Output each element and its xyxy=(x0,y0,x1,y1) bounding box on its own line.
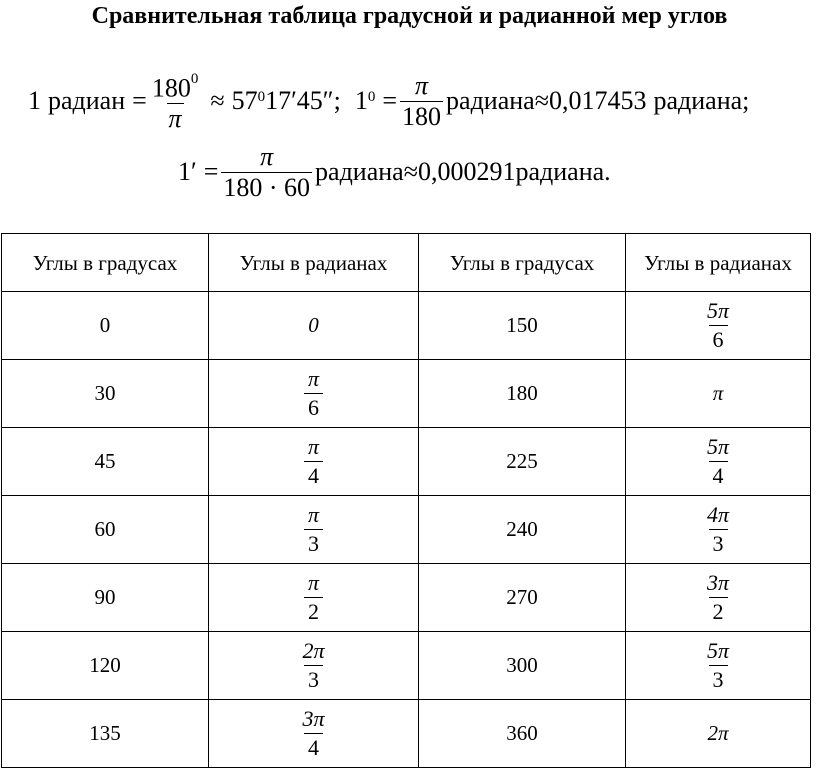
fraction-denominator: 2 xyxy=(709,597,728,626)
radian-fraction xyxy=(304,501,323,558)
fraction-numerator: 4π xyxy=(706,502,730,527)
degree-mark: 0 xyxy=(367,88,376,105)
radian-cell xyxy=(209,564,419,632)
radian-fraction xyxy=(703,297,733,354)
radian-fraction xyxy=(304,569,323,626)
fraction-numerator: 5π xyxy=(706,434,730,459)
header-degrees-2: Углы в градусах xyxy=(419,234,626,292)
degree-mark: 0 xyxy=(257,88,266,105)
degree-cell: 135 xyxy=(2,700,209,768)
degree-cell: 300 xyxy=(419,632,626,700)
header-radians-2: Углы в радианах xyxy=(626,234,811,292)
header-degrees-1: Углы в градусах xyxy=(2,234,209,292)
table-header-row xyxy=(2,234,811,292)
approx-sign: ≈ xyxy=(403,157,418,186)
radian-value: 2π xyxy=(707,721,729,745)
fraction-numerator: π xyxy=(307,502,320,527)
radiana-word: радиана. xyxy=(515,157,611,186)
degree-cell: 45 xyxy=(2,428,209,496)
radiana-word: радиана xyxy=(315,157,404,186)
fraction-numerator: 5π xyxy=(706,298,730,323)
degree-value: 57 xyxy=(231,86,258,115)
fraction-denominator: 6 xyxy=(709,325,728,354)
radian-cell xyxy=(626,360,811,428)
radian-fraction xyxy=(304,365,323,422)
degree-cell: 120 xyxy=(2,632,209,700)
radian-cell xyxy=(209,632,419,700)
radian-cell xyxy=(209,292,419,360)
page-title: Сравнительная таблица градусной и радианной мер углов xyxy=(91,3,728,29)
table-row xyxy=(2,564,811,632)
fraction-numerator: π xyxy=(307,366,320,391)
degree-cell: 360 xyxy=(419,700,626,768)
degree-cell: 180 xyxy=(419,360,626,428)
table-row xyxy=(2,496,811,564)
fraction-denominator: 6 xyxy=(304,393,323,422)
fraction-pi-over-10800 xyxy=(221,142,312,203)
header-radians-1: Углы в радианах xyxy=(209,234,419,292)
fraction-numerator: π xyxy=(307,570,320,595)
radian-cell xyxy=(626,564,811,632)
semicolon: ; xyxy=(333,86,341,115)
degree-cell: 0 xyxy=(2,292,209,360)
degree-cell: 225 xyxy=(419,428,626,496)
fraction-denominator: 3 xyxy=(304,665,323,694)
degree-cell: 30 xyxy=(2,360,209,428)
one-degree: 1 xyxy=(354,86,368,115)
one-minute: 1′ xyxy=(178,157,197,186)
radian-cell xyxy=(626,632,811,700)
formula-radian xyxy=(28,66,749,136)
fraction-numerator: 3π xyxy=(302,706,325,731)
minutes-seconds: 17′45″ xyxy=(265,86,334,115)
fraction-denominator: 3 xyxy=(304,529,323,558)
fraction-180-over-pi xyxy=(150,68,201,135)
radian-fraction xyxy=(298,637,328,694)
degree-cell: 150 xyxy=(419,292,626,360)
radian-value: 0 xyxy=(308,313,319,337)
table-row xyxy=(2,292,811,360)
fraction-numerator: π xyxy=(260,141,274,171)
fraction-denominator: 180 xyxy=(402,101,442,131)
table-row xyxy=(2,632,811,700)
radian-value: 0,017453 xyxy=(549,86,647,115)
formula-minute xyxy=(178,138,611,206)
formula-one: 1 xyxy=(28,86,41,115)
degree-mark: 0 xyxy=(190,70,199,87)
approx-sign: ≈ xyxy=(534,86,549,115)
radian-value: 0,000291 xyxy=(418,157,516,186)
fraction-denominator: π xyxy=(168,104,182,134)
formula-equals: = xyxy=(203,157,219,186)
degree-cell: 270 xyxy=(419,564,626,632)
conversion-table xyxy=(1,233,811,768)
radian-cell xyxy=(626,428,811,496)
fraction-denominator: 2 xyxy=(304,597,323,626)
fraction-numerator: 2π xyxy=(302,638,325,663)
fraction-pi-over-180 xyxy=(400,71,443,132)
radiana-word: радиана; xyxy=(653,86,750,115)
radian-cell xyxy=(626,700,811,768)
formula-equals: = xyxy=(382,86,398,115)
radian-cell xyxy=(209,428,419,496)
radian-fraction xyxy=(703,501,733,558)
degree-cell: 240 xyxy=(419,496,626,564)
degree-cell: 60 xyxy=(2,496,209,564)
approx-sign: ≈ xyxy=(210,86,225,115)
radian-fraction xyxy=(298,705,328,762)
formula-equals: = xyxy=(132,86,147,115)
fraction-denominator: 180 · 60 xyxy=(223,172,311,202)
radian-cell xyxy=(209,700,419,768)
radian-fraction xyxy=(703,569,733,626)
radian-fraction xyxy=(304,433,323,490)
fraction-denominator: 3 xyxy=(709,665,728,694)
table-row xyxy=(2,428,811,496)
fraction-denominator: 4 xyxy=(709,461,728,490)
fraction-numerator: 180 xyxy=(151,73,191,103)
formula-radian-word: радиан xyxy=(48,86,126,115)
radian-cell xyxy=(626,292,811,360)
degree-cell: 90 xyxy=(2,564,209,632)
fraction-numerator: 5π xyxy=(706,638,730,663)
fraction-denominator: 4 xyxy=(304,733,323,762)
radian-cell xyxy=(209,360,419,428)
table-row xyxy=(2,360,811,428)
radian-cell xyxy=(626,496,811,564)
fraction-numerator: π xyxy=(307,434,320,459)
fraction-denominator: 4 xyxy=(304,461,323,490)
fraction-numerator: π xyxy=(415,70,429,100)
radian-fraction xyxy=(703,637,733,694)
radian-fraction xyxy=(703,433,733,490)
radian-value: π xyxy=(712,381,724,405)
fraction-denominator: 3 xyxy=(709,529,728,558)
table-row xyxy=(2,700,811,768)
fraction-numerator: 3π xyxy=(706,570,730,595)
radiana-word: радиана xyxy=(446,86,535,115)
radian-cell xyxy=(209,496,419,564)
